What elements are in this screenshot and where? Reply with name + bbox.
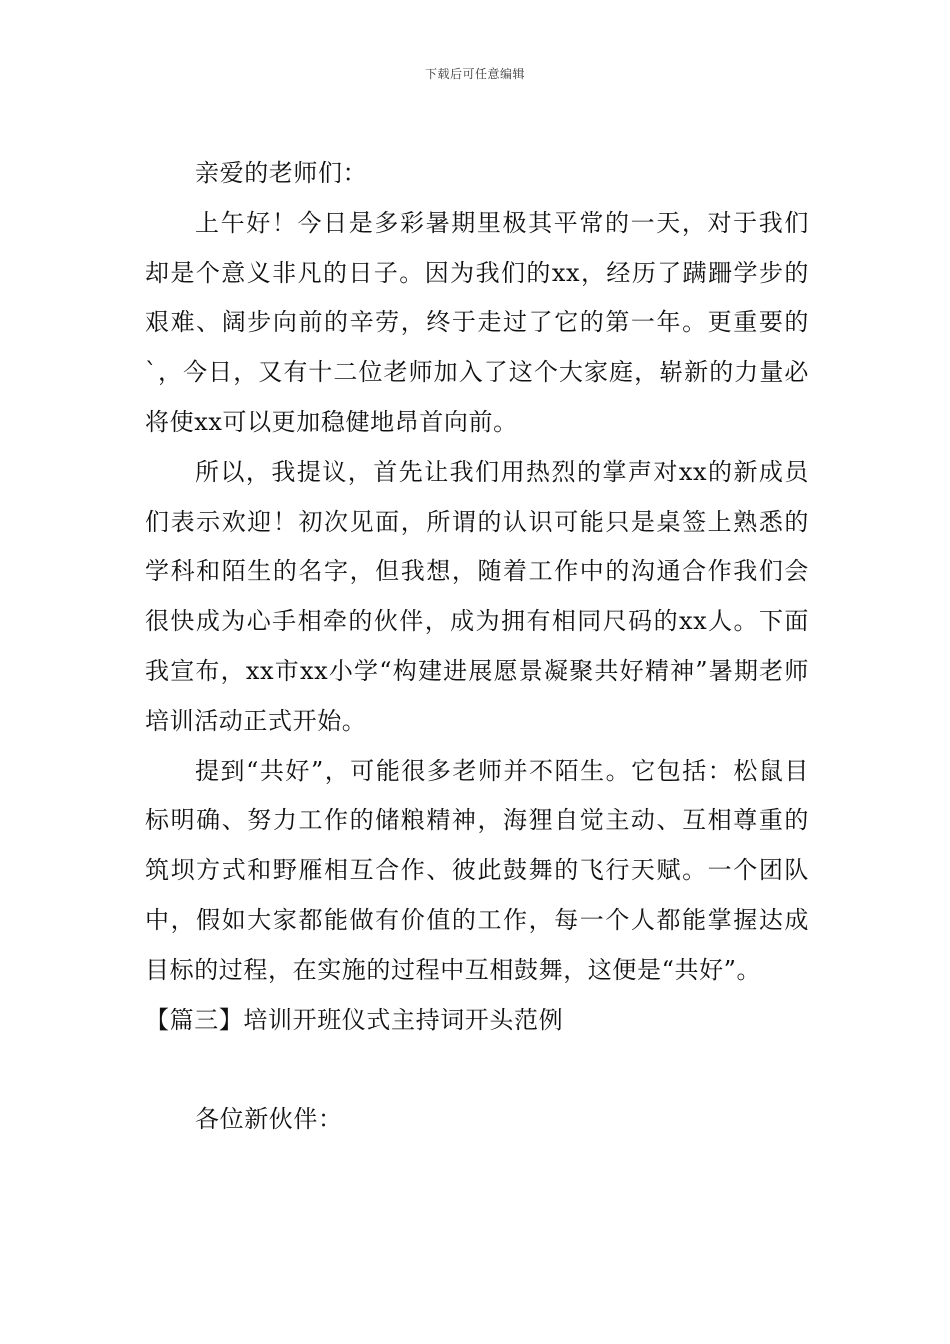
document-body <box>145 149 809 1145</box>
paragraph-2: 所以，我提议，首先让我们用热烈的掌声对xx的新成员们表示欢迎！初次见面，所谓的认识可能只是桌签上熟悉的学科和陌生的名字，但我想，随着工作中的沟通合作我们会很快成为心手相牵的伙伴，成为拥有相同尺码的xx人。下面我宣布，xx市xx小学“构建进展愿景凝聚共好精神”暑期老师培训活动正式开始。 <box>145 457 809 735</box>
paragraph-3: 提到“共好”，可能很多老师并不陌生。它包括：松鼠目标明确、努力工作的储粮精神，海狸自觉主动、互相尊重的筑坝方式和野雁相互合作、彼此鼓舞的飞行天赋。一个团队中，假如大家都能做有价值的工作，每一个人都能掌握达成目标的过程，在实施的过程中互相鼓舞，这便是“共好”。 <box>145 756 809 984</box>
greeting-line-2: 各位新伙伴： <box>195 1105 343 1134</box>
header-note: 下载后可任意编辑 <box>424 67 525 81</box>
section-heading: 【篇三】培训开班仪式主持词开头范例 <box>145 1005 564 1034</box>
greeting-line: 亲爱的老师们： <box>195 159 368 187</box>
paragraph-1: 上午好！今日是多彩暑期里极其平常的一天，对于我们却是个意义非凡的日子。因为我们的xx，经历了蹒跚学步的艰难、阔步向前的辛劳，终于走过了它的第一年。更重要的`，今日，又有十二位老师加入了这个大家庭，崭新的力量必将使xx可以更加稳健地昂首向前。 <box>145 208 809 436</box>
blank-spacer <box>145 1045 809 1095</box>
